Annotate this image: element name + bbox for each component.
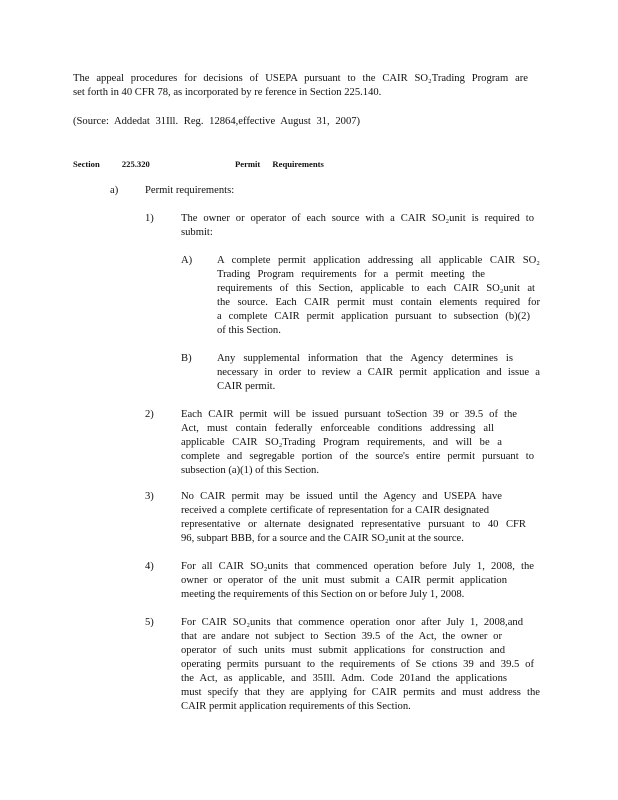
intro-line: set forth in 40 CFR 78, as incorporated by re ference in Section 225.140. bbox=[73, 87, 382, 98]
item-line: For all CAIR SO₂units that commenced operation before July 1, 2008, the bbox=[181, 561, 534, 572]
item-line: Each CAIR permit will be issued pursuant toSection 39 or 39.5 of the bbox=[181, 409, 517, 420]
item-5-text bbox=[181, 616, 540, 714]
item-line: must specify that they are applying for CAIR permits and must address the bbox=[181, 687, 540, 698]
item-5-label: 5) bbox=[145, 617, 154, 628]
item-a-label: a) bbox=[110, 185, 119, 196]
item-line: operating permits pursuant to the requirements of Se ctions 39 and 39.5 of bbox=[181, 659, 534, 670]
item-line: the Act, as applicable, and 35Ill. Adm. Code 201and the applications bbox=[181, 673, 507, 684]
item-line: necessary in order to review a CAIR permit application and issue a bbox=[217, 367, 540, 378]
item-line: of this Section. bbox=[217, 325, 281, 336]
item-line: For CAIR SO₂units that commence operation onor after July 1, 2008,and bbox=[181, 617, 523, 628]
item-line: submit: bbox=[181, 227, 213, 238]
item-line: subsection (a)(1) of this Section. bbox=[181, 465, 319, 476]
item-3-text bbox=[181, 490, 534, 546]
item-line: No CAIR permit may be issued until the Agency and USEPA have bbox=[181, 491, 502, 502]
item-line: CAIR permit. bbox=[217, 381, 276, 392]
item-3-label: 3) bbox=[145, 491, 154, 502]
intro-paragraph bbox=[73, 72, 528, 100]
item-line: Trading Program requirements for a permit meeting the bbox=[217, 269, 485, 280]
item-line: complete and segregable portion of the source's entire permit pursuant to bbox=[181, 451, 534, 462]
item-1a-text bbox=[217, 254, 540, 338]
source-note: (Source: Addedat 31Ill. Reg. 12864,effective August 31, 2007) bbox=[73, 116, 361, 127]
item-line: a complete CAIR permit application pursuant to subsection (b)(2) bbox=[217, 311, 530, 322]
item-line: that are andare not subject to Section 39.5 of the Act, the owner or bbox=[181, 631, 502, 642]
item-1-label: 1) bbox=[145, 213, 154, 224]
item-2-text bbox=[181, 408, 534, 478]
intro-line: The appeal procedures for decisions of USEPA pursuant to the CAIR SO₂Trading Program are bbox=[73, 73, 528, 84]
item-2-label: 2) bbox=[145, 409, 154, 420]
item-line: The owner or operator of each source with a CAIR SO₂unit is required to bbox=[181, 213, 534, 224]
item-4-text bbox=[181, 560, 534, 602]
item-1b-label: B) bbox=[181, 353, 192, 364]
item-line: representative or alternate designated representative pursuant to 40 CFR bbox=[181, 519, 526, 530]
item-1a-label: A) bbox=[181, 255, 193, 266]
item-4-label: 4) bbox=[145, 561, 154, 572]
item-line: the source. Each CAIR permit must contain elements required for bbox=[217, 297, 540, 308]
item-line: applicable CAIR SO₂Trading Program requirements, and will be a bbox=[181, 437, 502, 448]
item-line: owner or operator of the unit must submit a CAIR permit application bbox=[181, 575, 507, 586]
item-line: meeting the requirements of this Section on or before July 1, 2008. bbox=[181, 589, 465, 600]
section-title: Permit Requirements bbox=[235, 159, 324, 169]
item-line: requirements of this Section, applicable to each CAIR SO₂unit at bbox=[217, 283, 535, 294]
section-number: Section 225.320 bbox=[73, 159, 150, 169]
item-line: A complete permit application addressing all applicable CAIR SO₂ bbox=[217, 255, 540, 266]
item-line: Act, must contain federally enforceable conditions addressing all bbox=[181, 423, 494, 434]
item-line: received a complete certificate of representation for a CAIR designated bbox=[181, 505, 489, 516]
item-a-text: Permit requirements: bbox=[145, 185, 235, 196]
item-1-text bbox=[181, 212, 534, 240]
item-line: CAIR permit application requirements of this Section. bbox=[181, 701, 411, 712]
item-line: 96, subpart BBB, for a source and the CAIR SO₂unit at the source. bbox=[181, 533, 464, 544]
item-line: operator of such units must submit applications for construction and bbox=[181, 645, 505, 656]
item-1b-text bbox=[217, 352, 540, 394]
item-line: Any supplemental information that the Agency determines is bbox=[217, 353, 513, 364]
